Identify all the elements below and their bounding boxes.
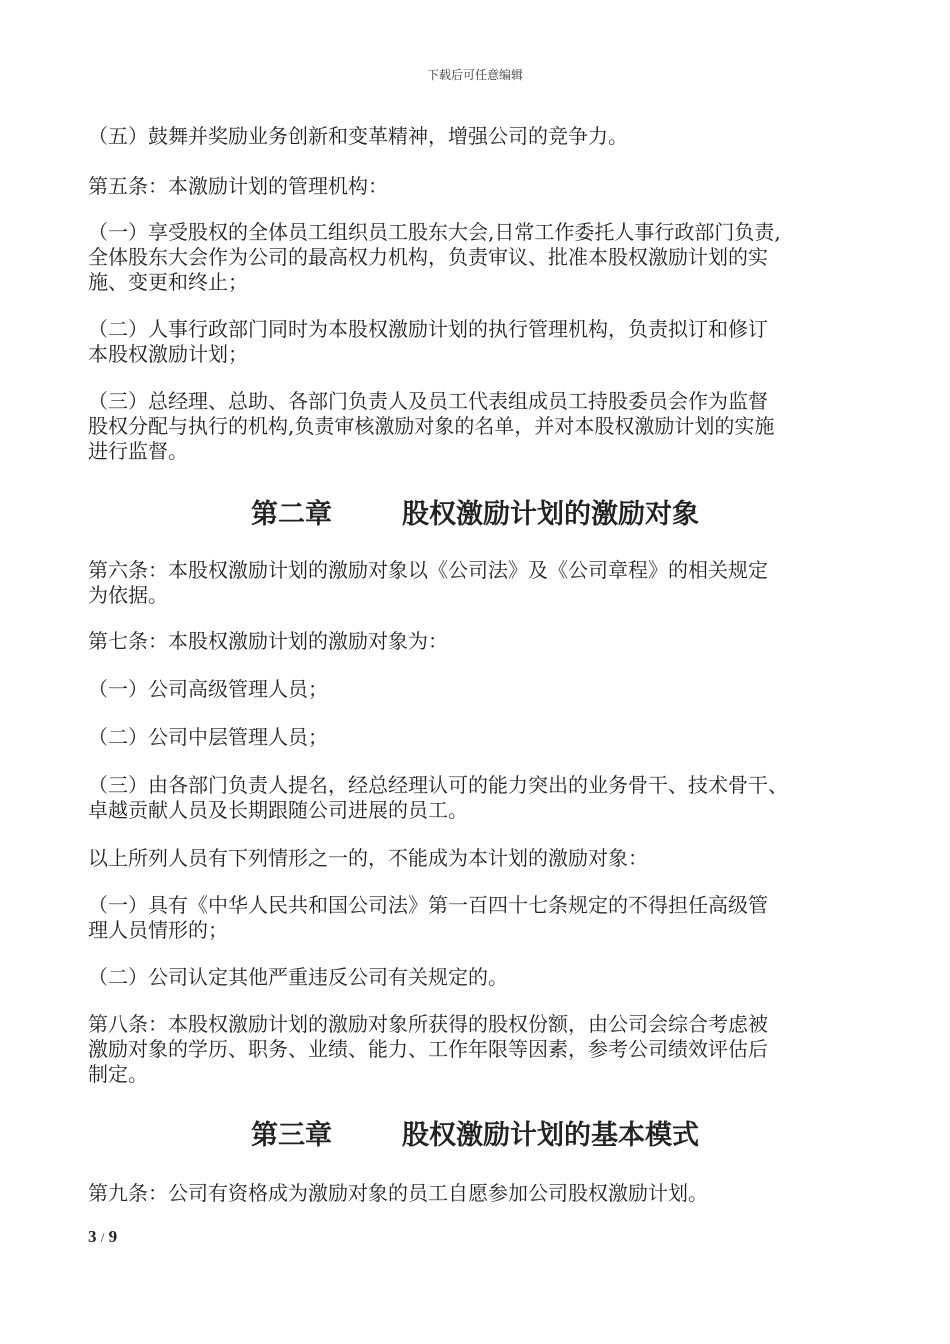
chapter-2-title: 股权激励计划的激励对象 — [402, 499, 699, 530]
exclusion-1: （一）具有《中华人民共和国公司法》第一百四十七条规定的不得担任高级管 理人员情形的； — [88, 893, 768, 942]
exclusion-2: （二）公司认定其他严重违反公司有关规定的。 — [88, 965, 508, 989]
exclusion-heading: 以上所列人员有下列情形之一的，不能成为本计划的激励对象： — [88, 846, 648, 870]
article-8: 第八条：本股权激励计划的激励对象所获得的股权份额，由公司会综合考虑被 激励对象的学历、职务、业绩、能力、工作年限等因素，参考公司绩效评估后 制定。 — [88, 1012, 768, 1086]
paragraph-5-3: （三）总经理、总助、各部门负责人及员工代表组成员工持股委员会作为监督 股权分配与执行的机构,负责审核激励对象的名单，并对本股权激励计划的实施 进行监督。 — [88, 389, 775, 463]
page-total: 9 — [108, 1227, 118, 1246]
chapter-3-title: 股权激励计划的基本模式 — [402, 1120, 699, 1151]
chapter-3-number: 第三章 — [251, 1120, 332, 1151]
article-9: 第九条：公司有资格成为激励对象的员工自愿参加公司股权激励计划。 — [88, 1181, 708, 1205]
header-note: 下载后可任意编辑 — [426, 68, 523, 82]
paragraph-7-2: （二）公司中层管理人员； — [88, 725, 328, 749]
chapter-2-number: 第二章 — [251, 499, 332, 530]
page-current: 3 — [88, 1227, 97, 1246]
chapter-3-heading — [0, 1113, 950, 1152]
article-5-heading: 第五条：本激励计划的管理机构： — [88, 174, 388, 198]
paragraph-7-3: （三）由各部门负责人提名，经总经理认可的能力突出的业务骨干、技术骨干、 卓越贡献人员及长期跟随公司进展的员工。 — [88, 773, 788, 822]
chapter-2-heading — [0, 492, 950, 531]
page-separator: / — [100, 1230, 105, 1245]
page-number — [88, 1227, 117, 1247]
paragraph-5-5: （五）鼓舞并奖励业务创新和变革精神，增强公司的竞争力。 — [88, 124, 628, 148]
paragraph-5-2: （二）人事行政部门同时为本股权激励计划的执行管理机构，负责拟订和修订 本股权激励计划； — [88, 317, 768, 366]
paragraph-7-1: （一）公司高级管理人员； — [88, 677, 328, 701]
article-6: 第六条：本股权激励计划的激励对象以《公司法》及《公司章程》的相关规定 为依据。 — [88, 558, 768, 607]
article-7-heading: 第七条：本股权激励计划的激励对象为： — [88, 629, 448, 653]
paragraph-5-1: （一）享受股权的全体员工组织员工股东大会,日常工作委托人事行政部门负责, 全体股东大会作为公司的最高权力机构，负责审议、批准本股权激励计划的实 施、变更和终止； — [88, 220, 781, 294]
